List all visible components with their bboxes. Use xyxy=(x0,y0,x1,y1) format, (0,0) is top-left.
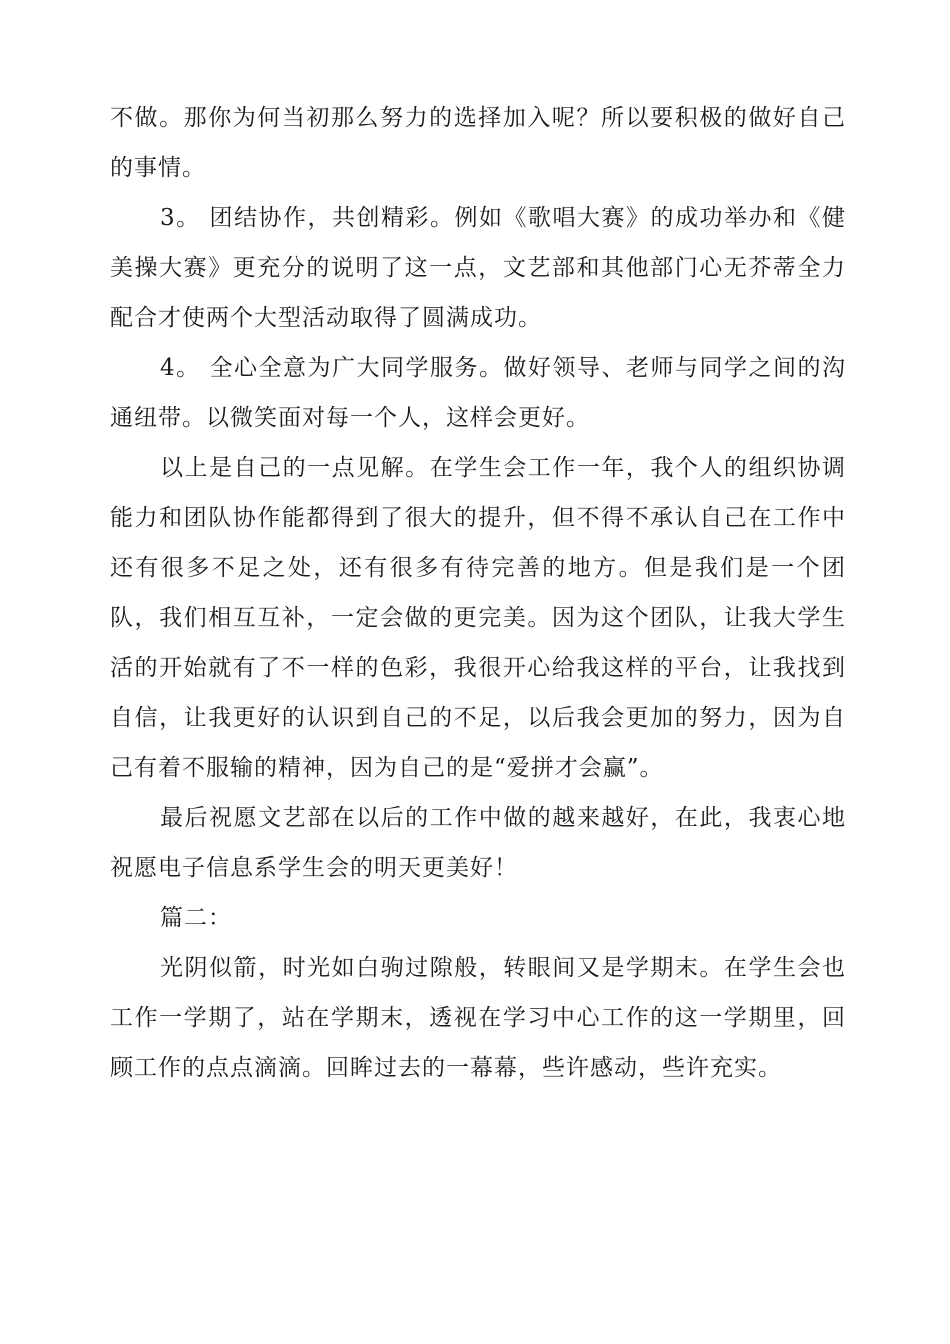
paragraph-continuation: 不做。那你为何当初那么努力的选择加入呢？所以要积极的做好自己的事情。 xyxy=(110,105,846,181)
paragraph-item-3: 3。 团结协作，共创精彩。例如《歌唱大赛》的成功举办和《健美操大赛》更充分的说明了这一点，文艺部和其他部门心无芥蒂全力配合才使两个大型活动取得了圆满成功。 xyxy=(110,205,846,331)
section-heading-part-two: 篇二： xyxy=(160,905,232,931)
paragraph-closing-wish: 最后祝愿文艺部在以后的工作中做的越来越好，在此，我衷心地祝愿电子信息系学生会的明天更美好！ xyxy=(110,805,846,881)
document-body xyxy=(110,93,846,1093)
paragraph-item-4: 4。 全心全意为广大同学服务。做好领导、老师与同学之间的沟通纽带。以微笑面对每一个人，这样会更好。 xyxy=(110,355,846,431)
paragraph-part-two-intro: 光阴似箭，时光如白驹过隙般，转眼间又是学期末。在学生会也工作一学期了，站在学期末，透视在学习中心工作的这一学期里，回顾工作的点点滴滴。回眸过去的一幕幕，些许感动，些许充实。 xyxy=(110,955,846,1081)
paragraph-reflection: 以上是自己的一点见解。在学生会工作一年，我个人的组织协调能力和团队协作能都得到了很大的提升，但不得不承认自己在工作中还有很多不足之处，还有很多有待完善的地方。但是我们是一个团队，我们相互互补，一定会做的更完美。因为这个团队，让我大学生活的开始就有了不一样的色彩，我很开心给我这样的平台，让我找到自信，让我更好的认识到自己的不足，以后我会更加的努力，因为自己有着不服输的精神，因为自己的是“爱拼才会赢”。 xyxy=(110,455,846,781)
